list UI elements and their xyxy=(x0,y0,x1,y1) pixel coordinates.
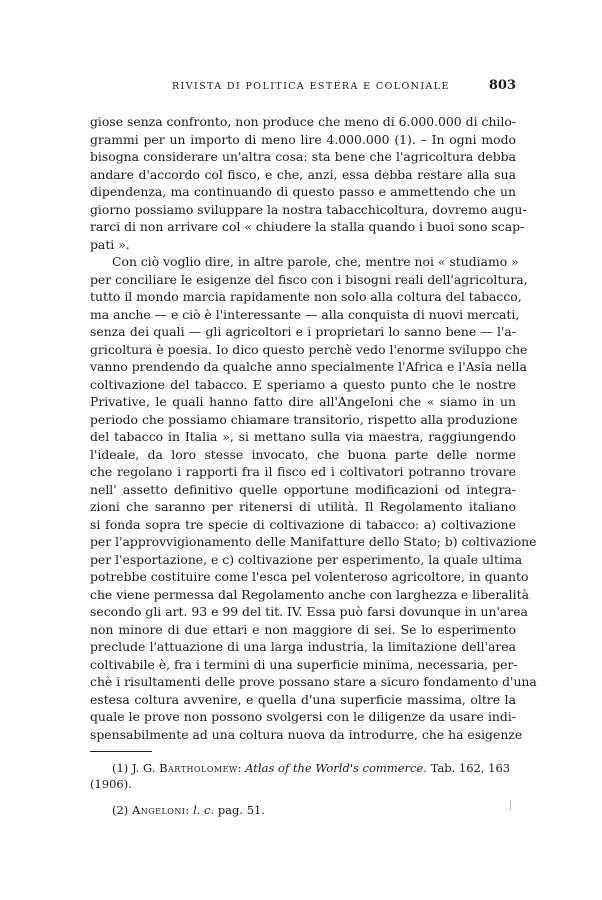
text-line: tutto il mondo marcia rapidamente non solo alla coltura del tabacco, xyxy=(90,289,522,304)
text-line: zioni che saranno per ritenersi di utilità. Il Regolamento italiano xyxy=(90,499,516,514)
footnote-divider xyxy=(90,751,152,752)
text-line: periodo che possiamo chiamare transitorio, rispetto alla produzione xyxy=(90,411,518,427)
footnote-2-marker: (2) xyxy=(112,803,129,817)
text-line: per l'esportazione, e c) coltivazione per esperimento, la quale ultima xyxy=(90,551,523,567)
text-line: giorno possiamo sviluppare la nostra tabacchicoltura, dovremo augu- xyxy=(90,201,527,217)
footnote-2-author: Angeloni xyxy=(131,803,186,817)
text-line: preclude l'attuazione di una larga industria, la limitazione dell'area xyxy=(90,639,516,654)
footnote-1-reference: Tab. 162, 163 xyxy=(430,761,511,775)
text-line: l'ideale, da loro stesse invocato, che buona parte delle norme xyxy=(90,446,516,462)
text-line: coltivazione del tabacco. E speriamo a questo punto che le nostre xyxy=(90,376,516,392)
text-line: spensabilmente ad una coltura nuova da introdurre, che ha esigenze xyxy=(90,726,523,742)
text-line: secondo gli art. 93 e 99 del tit. IV. Essa può farsi dovunque in un'area xyxy=(90,604,528,619)
footnote-1-title: Atlas of the World's commerce. xyxy=(245,761,427,775)
text-line: grammi per un importo di meno lire 4.000.000 (1). – In ogni modo xyxy=(90,131,516,147)
footnotes xyxy=(90,760,516,818)
text-line: Privative, le quali hanno fatto dire all'Angeloni che « siamo in un xyxy=(90,394,516,409)
text-line: estesa coltura avvenire, e quella d'una superficie massima, oltre la xyxy=(90,691,516,707)
scan-mark xyxy=(510,800,511,810)
text-line: coltivabile è, fra i termini di una superficie minima, necessaria, per- xyxy=(90,656,518,672)
text-line: che regolano i rapporti fra il fisco ed i coltivatori potranno trovare xyxy=(90,464,516,479)
footnote-2 xyxy=(90,802,516,818)
text-line: giose senza confronto, non produce che meno di 6.000.000 di chilo- xyxy=(90,114,516,129)
text-line: quale le prove non possono svolgersi con le diligenze da usare indi- xyxy=(90,709,516,724)
text-line: vanno prendendo da qualche anno specialmente l'Africa e l'Asia nella xyxy=(90,359,527,374)
text-line: si fonda sopra tre specie di coltivazione di tabacco: a) coltivazione xyxy=(90,516,516,532)
text-line: andare d'accordo col fisco, e che, anzi, essa debba restare alla sua xyxy=(90,166,516,182)
footnote-2-reference: pag. 51. xyxy=(217,803,265,817)
text-line: potrebbe costituire come l'esca pel volenteroso agricoltore, in quanto xyxy=(90,569,529,584)
footnote-2-title: l. c. xyxy=(193,803,215,817)
footnote-1-year: (1906). xyxy=(90,777,132,791)
text-line: bisogna considerare un'altra cosa: sta bene che l'agricoltura debba xyxy=(90,149,516,164)
body-text xyxy=(90,113,537,743)
text-line: per l'approvvigionamento delle Manifatture dello Stato; b) coltivazione xyxy=(90,534,537,549)
text-line: senza dei quali — gli agricoltori e i proprietari lo sanno bene — l'a- xyxy=(90,324,516,339)
text-line: rarci di non arrivare col « chiudere la stalla quando i buoi sono scap- xyxy=(90,219,525,234)
text-line: per conciliare le esigenze del fisco con i bisogni reali dell'agricoltura, xyxy=(90,271,528,287)
footnote-1-author: Bartholomew xyxy=(159,761,238,775)
footnote-1 xyxy=(90,760,516,776)
footnote-2-separator: : xyxy=(185,803,190,817)
page-number: 803 xyxy=(488,78,516,93)
text-line: pati ». xyxy=(90,236,130,252)
running-title: RIVISTA DI POLITICA ESTERA E COLONIALE xyxy=(172,81,450,92)
text-line: ma anche — e ciò è l'interessante — alla conquista di nuovi mercati, xyxy=(90,306,520,322)
text-line: che viene permessa dal Regolamento anche con larghezza e liberalità xyxy=(90,586,529,602)
text-line: nell' assetto definitivo quelle opportune modificazioni od integra- xyxy=(90,481,516,497)
text-line: del tabacco in Italia », si mettano sulla via maestra, raggiungendo xyxy=(90,429,516,444)
text-line: chè i risultamenti delle prove possano stare a sicuro fondamento d'una xyxy=(90,674,537,689)
footnote-1-marker: (1) J. G. xyxy=(112,761,156,775)
text-line: dipendenza, ma continuando di questo passo e ammettendo che un xyxy=(90,184,516,199)
page-header xyxy=(90,78,516,98)
text-line: gricoltura è poesia. Io dico questo perchè vedo l'enorme sviluppo che xyxy=(90,341,528,357)
footnote-1-separator: : xyxy=(237,761,242,775)
text-line: Con ciò voglio dire, in altre parole, che, mentre noi « studiamo » xyxy=(112,254,519,269)
text-line: non minore di due ettari e non maggiore di sei. Se lo esperimento xyxy=(90,621,516,637)
